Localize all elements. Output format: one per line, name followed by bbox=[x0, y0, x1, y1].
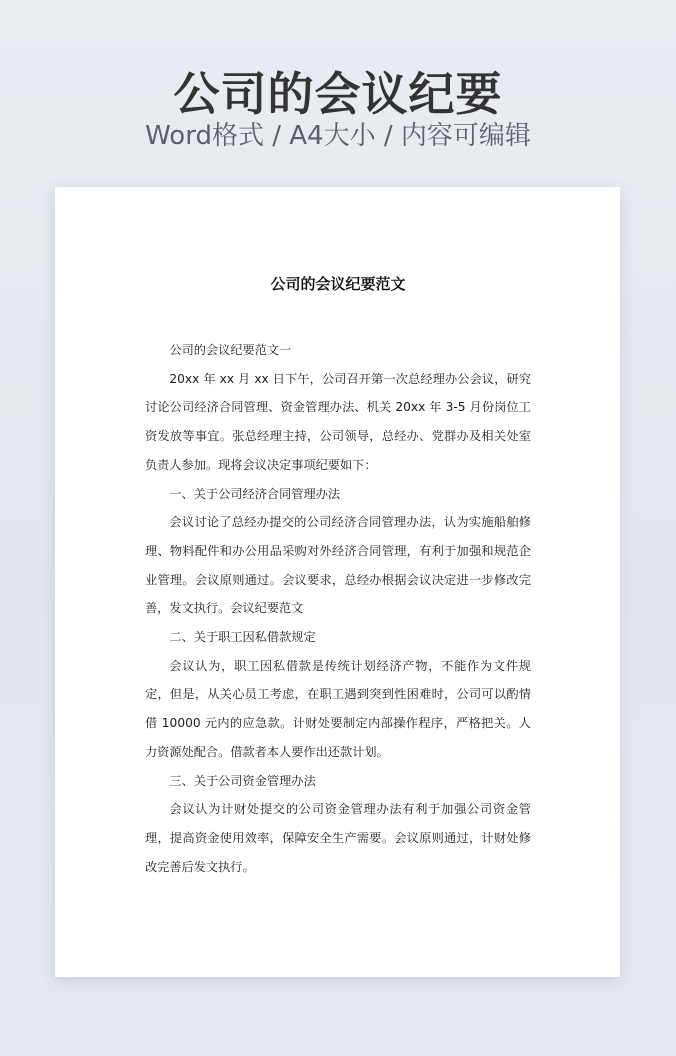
document-section-heading: 二、关于职工因私借款规定 bbox=[169, 630, 316, 645]
document-paragraph: 公司的会议纪要范文一 bbox=[169, 343, 292, 357]
document-title: 公司的会议纪要范文 bbox=[270, 275, 406, 293]
promo-title: 公司的会议纪要 bbox=[173, 67, 503, 121]
document-paragraph: 会议讨论了总经办提交的公司经济合同管理办法，认为实施船舶修理、物料配件和办公用品采购对外经济合同管理，有利于加强和规范企业管理。会议原则通过。会议要求，总经办根据会议决定进一步修改完善，发文执行。会议纪要范文 bbox=[145, 515, 531, 616]
document-section-heading: 三、关于公司资金管理办法 bbox=[169, 773, 316, 788]
document-paragraph: 会议认为计财处提交的公司资金管理办法有利于加强公司资金管理，提高资金使用效率，保障安全生产需要。会议原则通过，计财处修改完善后发文执行。 bbox=[145, 802, 531, 874]
document-body bbox=[145, 336, 531, 881]
promo-subtitle: Word格式 / A4大小 / 内容可编辑 bbox=[145, 121, 531, 151]
document-paragraph: 会议认为，职工因私借款是传统计划经济产物，不能作为文件规定，但是，从关心员工考虑，在职工遇到突到性困难时，公司可以酌情借 10000 元内的应急款。计财处要制定内部操作程序，严格把关。人力资源处配合。借款者本人要作出还款计划。 bbox=[145, 658, 531, 759]
document-paragraph: 20xx 年 xx 月 xx 日下午，公司召开第一次总经理办公会议，研究讨论公司经济合同管理、资金管理办法、机关 20xx 年 3-5 月份岗位工资发放等事宜。张总经理主持，公司领导，总经办、党群办及相关处室负责人参加。现将会议决定事项纪要如下： bbox=[145, 371, 531, 472]
document-section-heading: 一、关于公司经济合同管理办法 bbox=[169, 486, 341, 501]
